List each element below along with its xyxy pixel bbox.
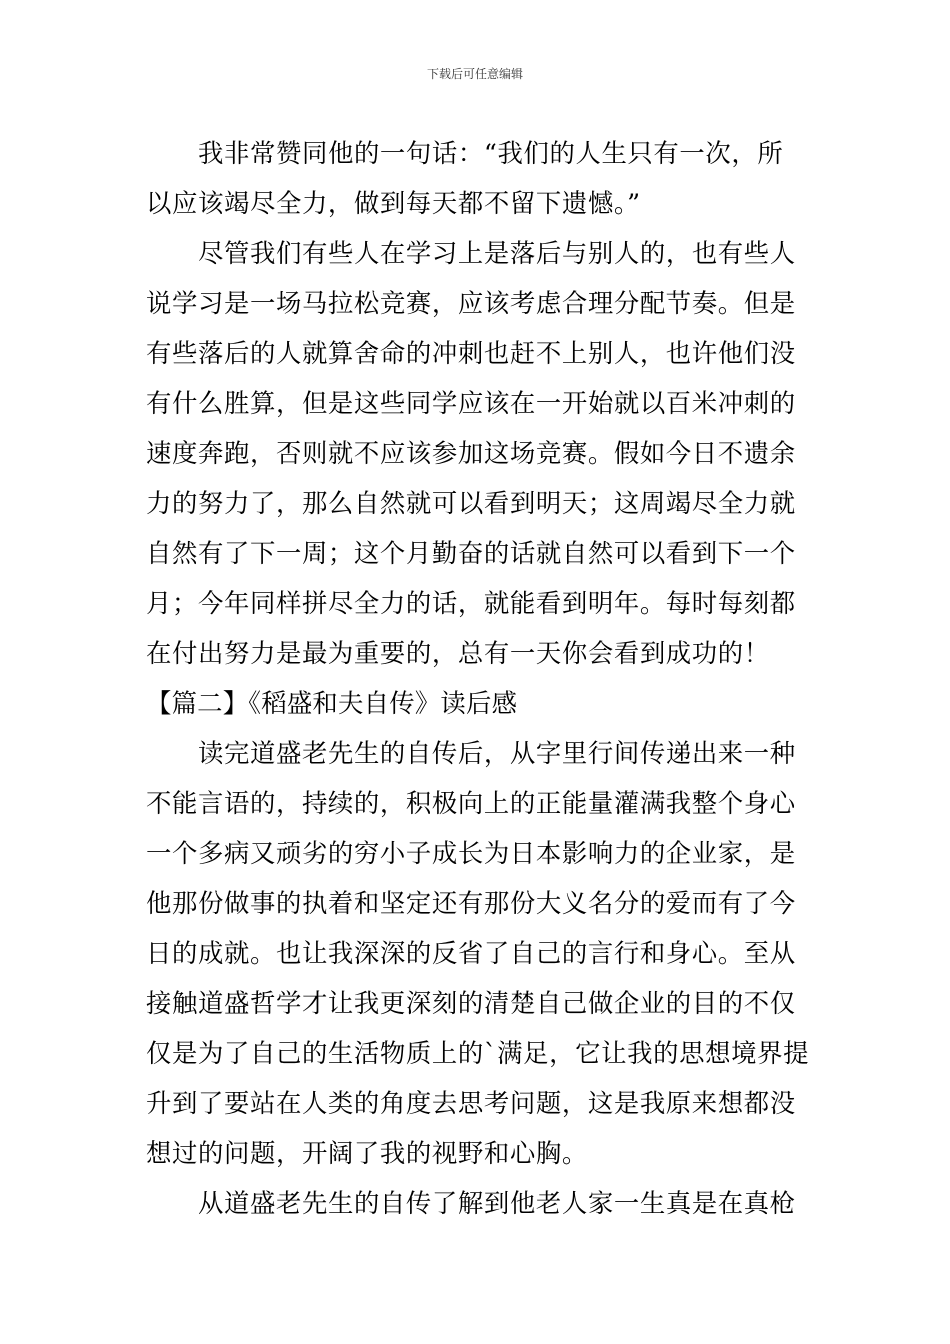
paragraph-line: 月；今年同样拼尽全力的话，就能看到明年。每时每刻都 [146,588,796,618]
paragraph-line: 一个多病又顽劣的穷小子成长为日本影响力的企业家，是 [146,838,796,868]
paragraph-line: 有什么胜算，但是这些同学应该在一开始就以百米冲刺的 [146,388,796,418]
paragraph-line: 从道盛老先生的自传了解到他老人家一生真是在真枪 [198,1188,796,1218]
paragraph-line: 不能言语的，持续的，积极向上的正能量灌满我整个身心 [146,788,796,818]
section-heading: 【篇二】《稻盛和夫自传》读后感 [146,688,518,718]
page-header-note: 下载后可任意编辑 [426,67,523,81]
paragraph-line: 他那份做事的执着和坚定还有那份大义名分的爱而有了今 [146,888,796,918]
paragraph-line: 自然有了下一周；这个月勤奋的话就自然可以看到下一个 [146,538,796,568]
paragraph-line: 仅是为了自己的生活物质上的`满足，它让我的思想境界提 [146,1038,810,1068]
paragraph-line: 日的成就。也让我深深的反省了自己的言行和身心。至从 [146,938,796,968]
paragraph-line: 尽管我们有些人在学习上是落后与别人的，也有些人 [198,238,796,268]
paragraph-line: 速度奔跑，否则就不应该参加这场竞赛。假如今日不遗余 [146,438,796,468]
paragraph-line: 说学习是一场马拉松竞赛，应该考虑合理分配节奏。但是 [146,288,796,318]
paragraph-line: 以应该竭尽全力，做到每天都不留下遗憾。” [146,188,641,218]
paragraph-line: 读完道盛老先生的自传后，从字里行间传递出来一种 [198,738,796,768]
paragraph-line: 升到了要站在人类的角度去思考问题，这是我原来想都没 [146,1088,796,1118]
paragraph-line: 有些落后的人就算舍命的冲刺也赶不上别人，也许他们没 [146,338,796,368]
article-body [146,128,810,1228]
paragraph-line: 我非常赞同他的一句话：“我们的人生只有一次，所 [198,138,784,168]
paragraph-line: 想过的问题，开阔了我的视野和心胸。 [146,1138,588,1168]
paragraph-line: 力的努力了，那么自然就可以看到明天；这周竭尽全力就 [146,488,796,518]
paragraph-line: 接触道盛哲学才让我更深刻的清楚自己做企业的目的不仅 [146,988,796,1018]
paragraph-line: 在付出努力是最为重要的，总有一天你会看到成功的！ [146,638,770,668]
